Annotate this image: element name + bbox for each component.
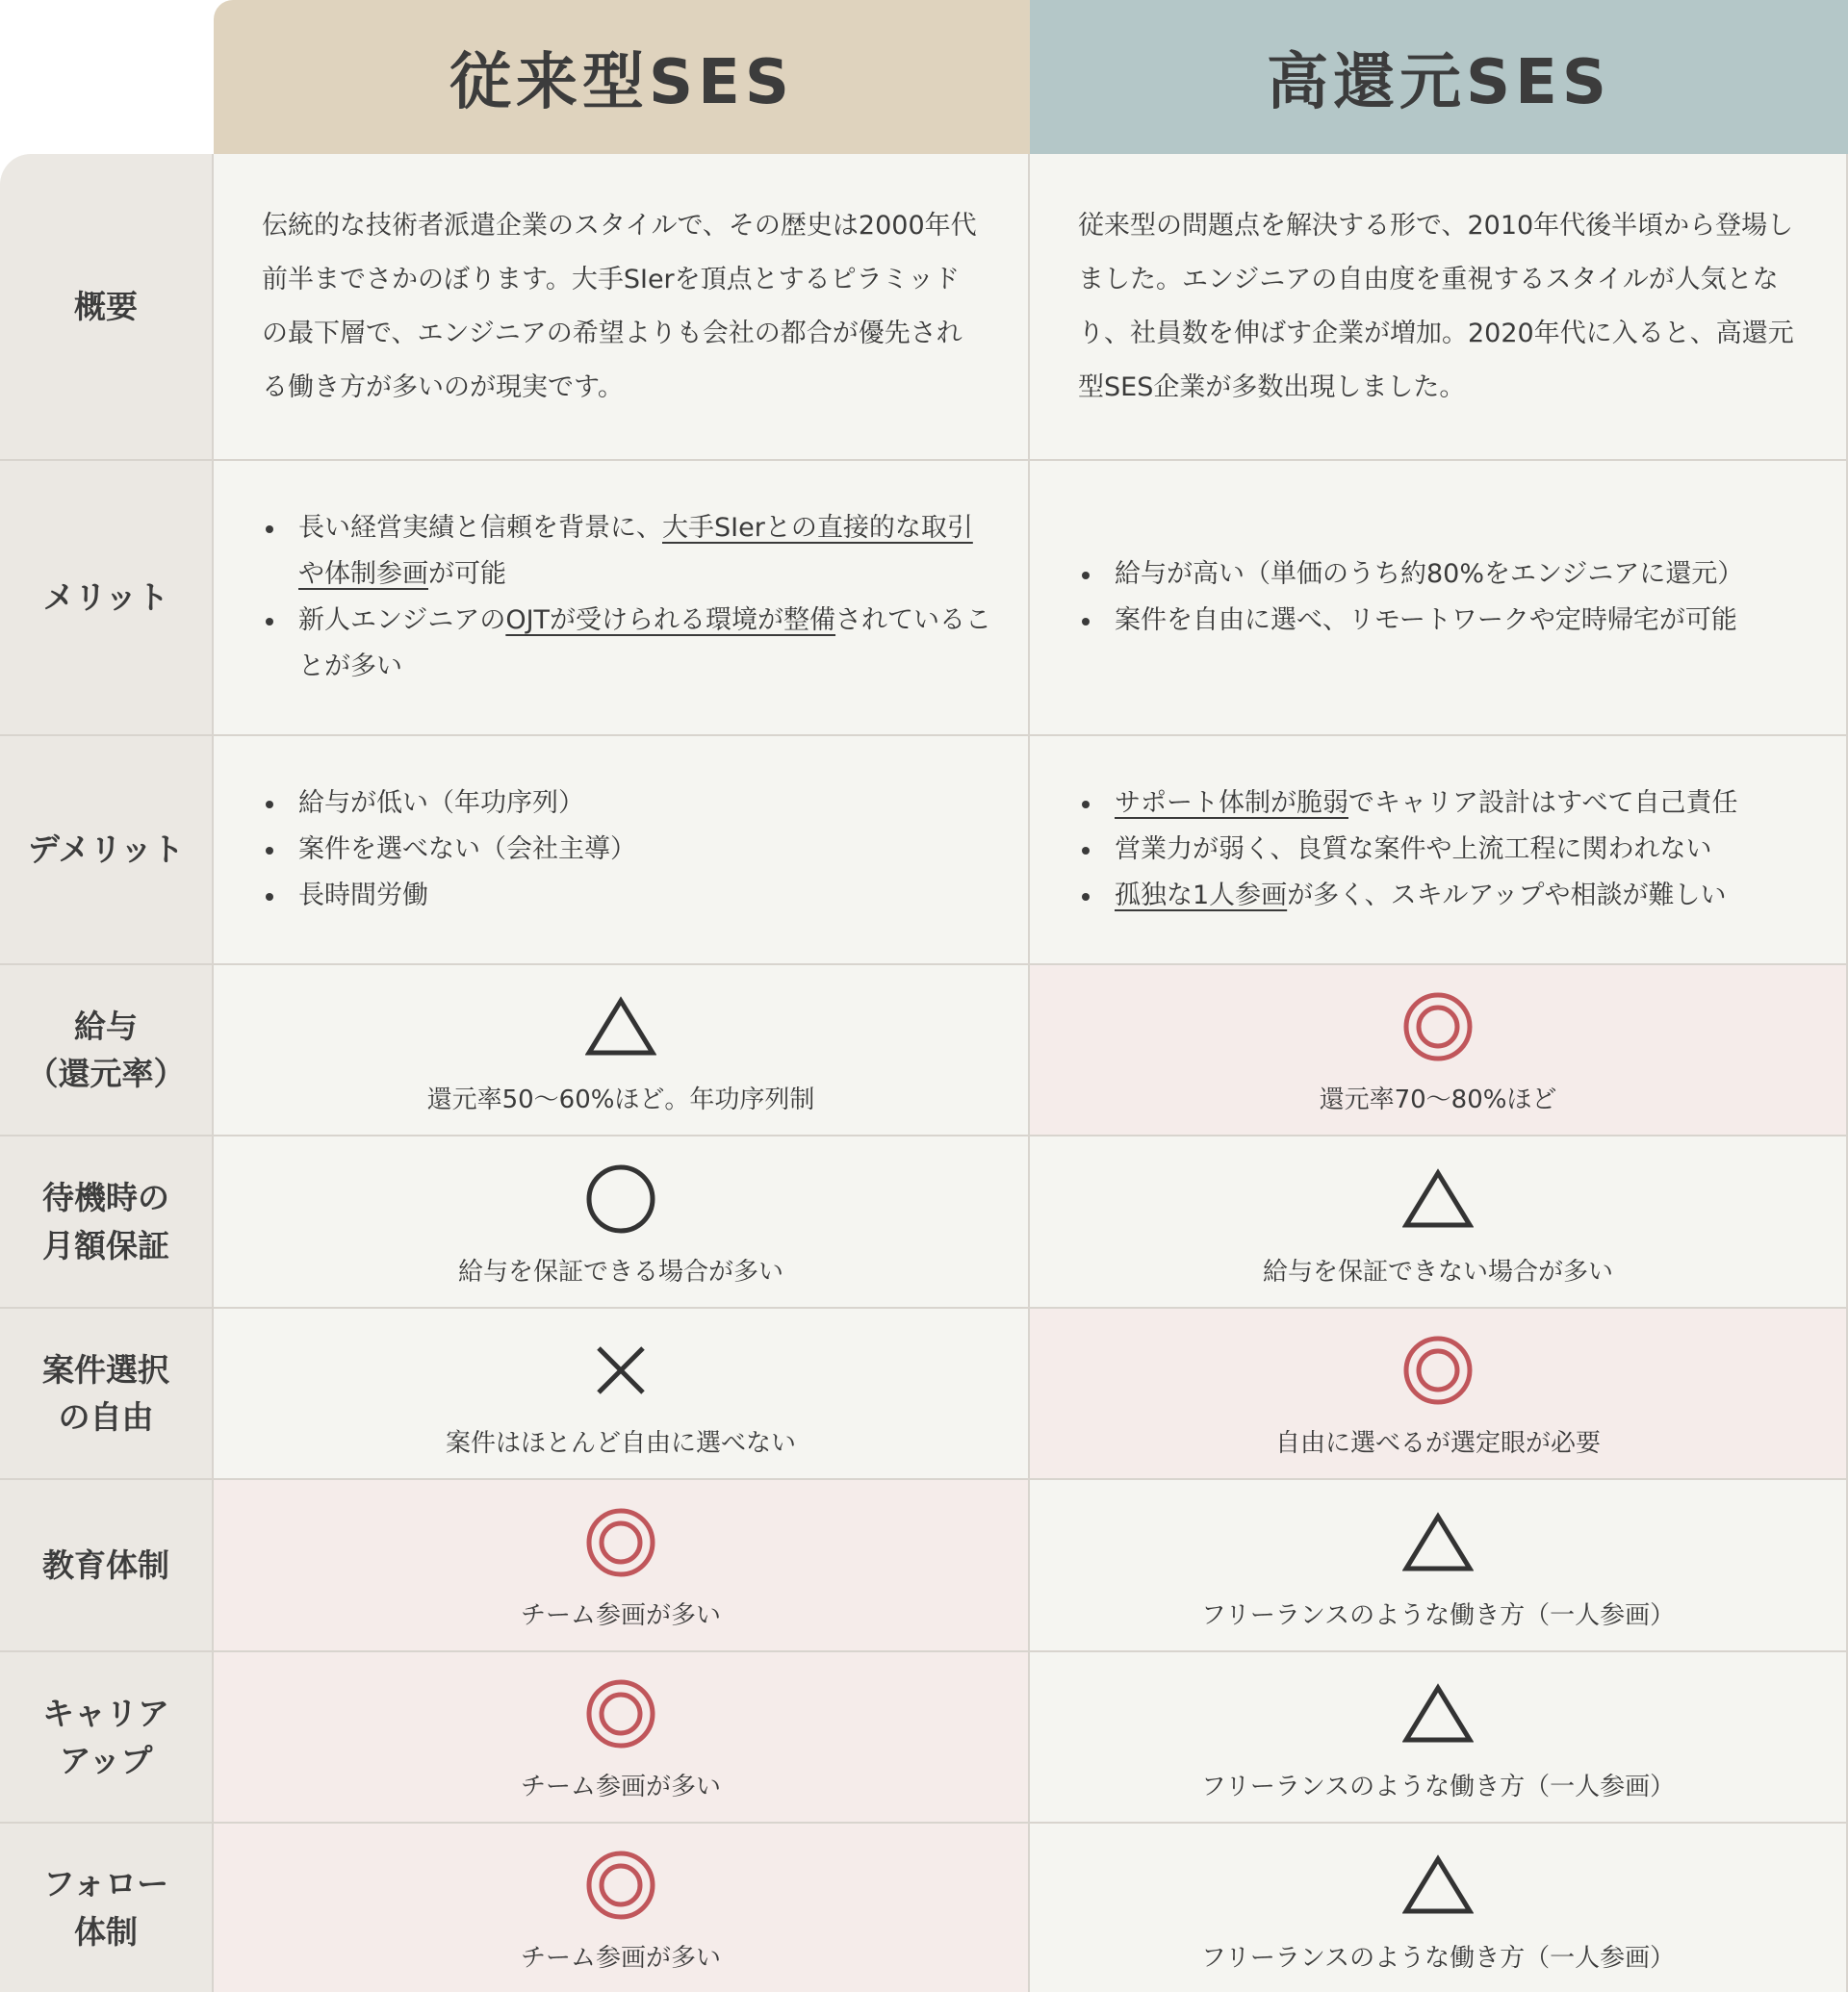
choice-high-return-cell <box>1030 1307 1848 1478</box>
cross-icon <box>585 1335 656 1406</box>
list-item: 長い経営実績と信頼を背景に、大手SIerとの直接的な取引や体制参画が可能 <box>254 505 993 598</box>
overview-traditional-text: 伝統的な技術者派遣企業のスタイルで、その歴史は2000年代前半までさかのぼります。大手SIerを頂点とするピラミッドの最下層で、エンジニアの希望よりも会社の都合が優先される働き方が多いのが現実です。 <box>262 210 977 402</box>
triangle-icon <box>1402 1507 1474 1578</box>
list-item: 給与が高い（単価のうち約80%をエンジニアに還元） <box>1070 551 1743 598</box>
row-header-overview: 概要 <box>0 154 214 459</box>
row-header-standby-guarantee: 待機時の 月額保証 <box>0 1135 214 1307</box>
standby-traditional-cell <box>214 1135 1030 1307</box>
demerit-high-return-list <box>1030 780 1772 919</box>
list-item: 案件を選べない（会社主導） <box>254 827 636 873</box>
double-circle-icon <box>1402 1335 1474 1406</box>
double-circle-icon <box>585 1507 656 1578</box>
overview-high-return-text: 従来型の問題点を解決する形で、2010年代後半頃から登場しました。エンジニアの自由度を重視するスタイルが人気となり、社員数を伸ばす企業が増加。2020年代に入ると、高還元型SES企業が多数出現しました。 <box>1078 210 1794 402</box>
follow-traditional-text: チーム参画が多い <box>520 1943 721 1973</box>
overview-traditional-cell <box>214 154 1030 459</box>
circle-icon <box>585 1163 656 1235</box>
row-header-demerit: デメリット <box>0 734 214 963</box>
row-header-project-choice: 案件選択 の自由 <box>0 1307 214 1478</box>
triangle-icon <box>1402 1678 1474 1749</box>
row-header-career-up: キャリア アップ <box>0 1650 214 1822</box>
demerit-high-return-cell <box>1030 734 1848 963</box>
list-item: 新人エンジニアのOJTが受けられる環境が整備されていることが多い <box>254 598 993 690</box>
triangle-icon <box>585 991 656 1062</box>
standby-traditional-text: 給与を保証できる場合が多い <box>457 1257 783 1287</box>
demerit-traditional-cell <box>214 734 1030 963</box>
demerit-traditional-list <box>214 780 671 919</box>
salary-traditional-text: 還元率50〜60%ほど。年功序列制 <box>426 1085 815 1114</box>
career-traditional-cell <box>214 1650 1030 1822</box>
career-traditional-text: チーム参画が多い <box>520 1773 721 1801</box>
list-item: 給与が低い（年功序列） <box>254 780 636 827</box>
double-circle-icon <box>585 1678 656 1749</box>
education-traditional-text: チーム参画が多い <box>520 1600 721 1630</box>
table-corner <box>0 0 214 154</box>
career-high-return-cell <box>1030 1650 1848 1822</box>
row-header-salary: 給与 （還元率） <box>0 963 214 1135</box>
merit-traditional-cell <box>214 459 1030 734</box>
triangle-icon <box>1402 1163 1474 1235</box>
salary-high-return-cell <box>1030 963 1848 1135</box>
choice-traditional-text: 案件はほとんど自由に選べない <box>445 1429 796 1458</box>
double-circle-icon <box>585 1850 656 1921</box>
salary-traditional-cell <box>214 963 1030 1135</box>
row-header-education: 教育体制 <box>0 1478 214 1650</box>
list-item: 孤独な1人参画が多く、スキルアップや相談が難しい <box>1070 873 1737 919</box>
triangle-icon <box>1402 1850 1474 1921</box>
column-header-traditional-ses: 従来型SES <box>214 0 1030 154</box>
column-header-high-return-ses: 高還元SES <box>1030 0 1848 154</box>
list-item: 営業力が弱く、良質な案件や上流工程に関われない <box>1070 827 1737 873</box>
education-high-return-cell <box>1030 1478 1848 1650</box>
standby-high-return-text: 給与を保証できない場合が多い <box>1262 1257 1613 1287</box>
follow-high-return-text: フリーランスのような働き方（一人参画） <box>1200 1943 1676 1973</box>
follow-traditional-cell <box>214 1822 1030 1992</box>
double-circle-icon <box>1402 991 1474 1062</box>
follow-high-return-cell <box>1030 1822 1848 1992</box>
merit-high-return-cell <box>1030 459 1848 734</box>
row-header-follow-up: フォロー 体制 <box>0 1822 214 1992</box>
choice-high-return-text: 自由に選べるが選定眼が必要 <box>1274 1429 1601 1458</box>
merit-high-return-list <box>1030 551 1778 644</box>
list-item: 長時間労働 <box>254 873 636 919</box>
row-header-merit: メリット <box>0 459 214 734</box>
education-traditional-cell <box>214 1478 1030 1650</box>
overview-high-return-cell <box>1030 154 1848 459</box>
list-item: サポート体制が脆弱でキャリア設計はすべて自己責任 <box>1070 780 1737 827</box>
salary-high-return-text: 還元率70〜80%ほど <box>1319 1085 1557 1114</box>
merit-traditional-list <box>214 505 1028 690</box>
list-item: 案件を自由に選べ、リモートワークや定時帰宅が可能 <box>1070 598 1743 644</box>
standby-high-return-cell <box>1030 1135 1848 1307</box>
career-high-return-text: フリーランスのような働き方（一人参画） <box>1200 1773 1676 1801</box>
choice-traditional-cell <box>214 1307 1030 1478</box>
education-high-return-text: フリーランスのような働き方（一人参画） <box>1200 1600 1676 1630</box>
